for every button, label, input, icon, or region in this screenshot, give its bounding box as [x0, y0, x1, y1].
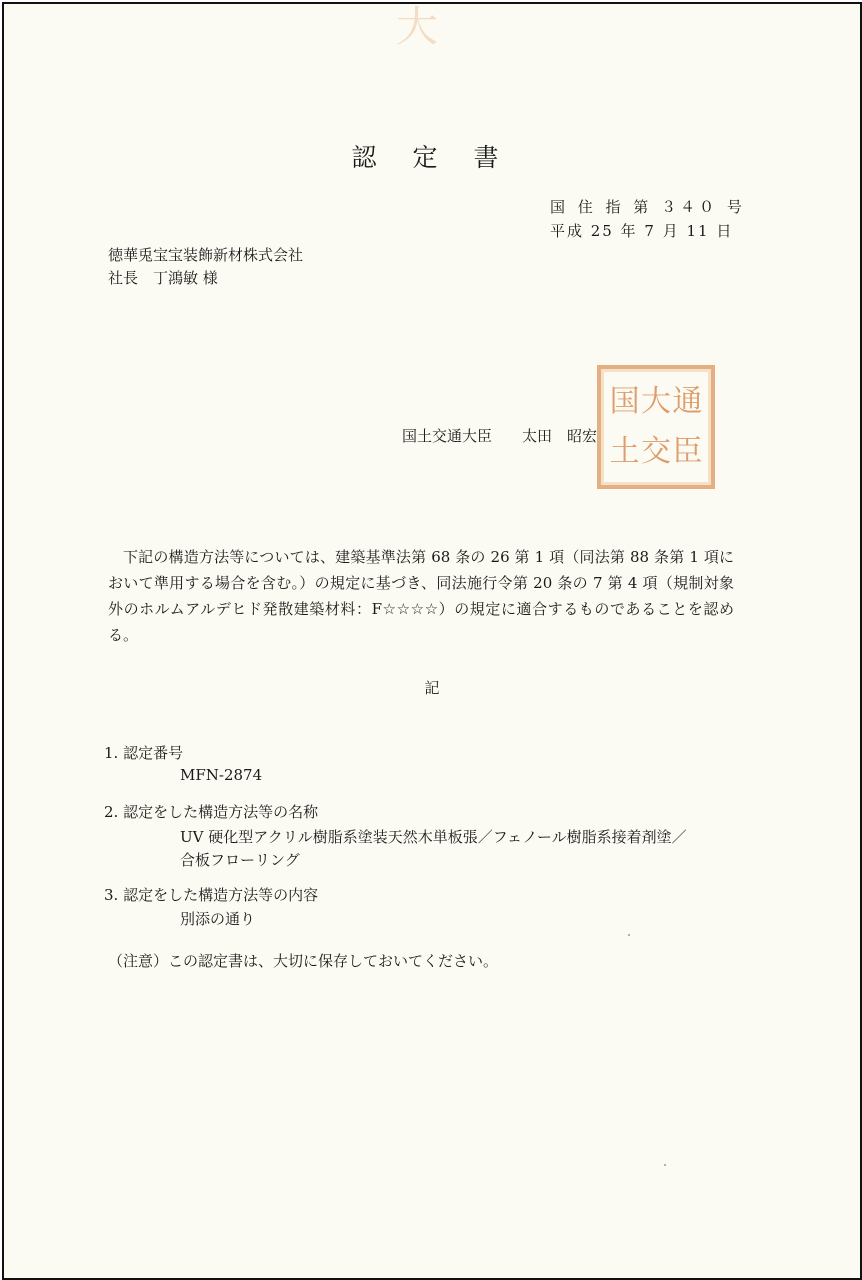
seal-char: 大 [640, 384, 671, 419]
scan-speck [628, 934, 630, 936]
top-stamp-mark: 大 [396, 2, 439, 51]
certification-body: 下記の構造方法等については、建築基準法第 68 条の 26 第 1 項（同法第 88 条第 1 項において準用する場合を含む。）の規定に基づき、同法施行令第 20 条の 7 第 4 項（規制対象外のホルムアルデヒド発散建築材料：F☆☆☆☆）の規定に適合するものであることを認める。 [108, 548, 734, 644]
seal-char: 通 [672, 384, 703, 419]
official-seal [597, 365, 715, 489]
recipient-name: 社長 丁鴻敏 様 [108, 269, 218, 287]
caution-note: （注意）この認定書は、大切に保存しておいてください。 [108, 952, 499, 970]
item-line: 別添の通り [180, 910, 256, 928]
certificate-number: 国 住 指 第 ３４０ 号 [550, 198, 746, 216]
seal-char: 交 [640, 434, 671, 469]
item-line: UV 硬化型アクリル樹脂系塗装天然木単板張／フェノール樹脂系接着剤塗／ [180, 828, 687, 846]
scan-speck [664, 1164, 666, 1166]
item-heading: 3. 認定をした構造方法等の内容 [104, 886, 319, 904]
item-line: 合板フローリング [180, 851, 300, 869]
recipient-company: 徳華兎宝宝装飾新材株式会社 [108, 246, 304, 264]
seal-char: 臣 [672, 434, 703, 469]
issuer-name: 国土交通大臣 太田 昭宏 [402, 427, 598, 445]
seal-char: 土 [609, 434, 640, 469]
issue-date: 平成 25 年 7 月 11 日 [550, 222, 734, 240]
document-title: 認 定 書 [351, 143, 513, 172]
item-heading: 1. 認定番号 [104, 744, 184, 762]
ki-heading: 記 [424, 679, 440, 697]
item-heading: 2. 認定をした構造方法等の名称 [104, 803, 319, 821]
seal-char: 国 [609, 384, 640, 419]
certificate-page [2, 2, 862, 1280]
item-line: MFN-2874 [180, 766, 263, 784]
